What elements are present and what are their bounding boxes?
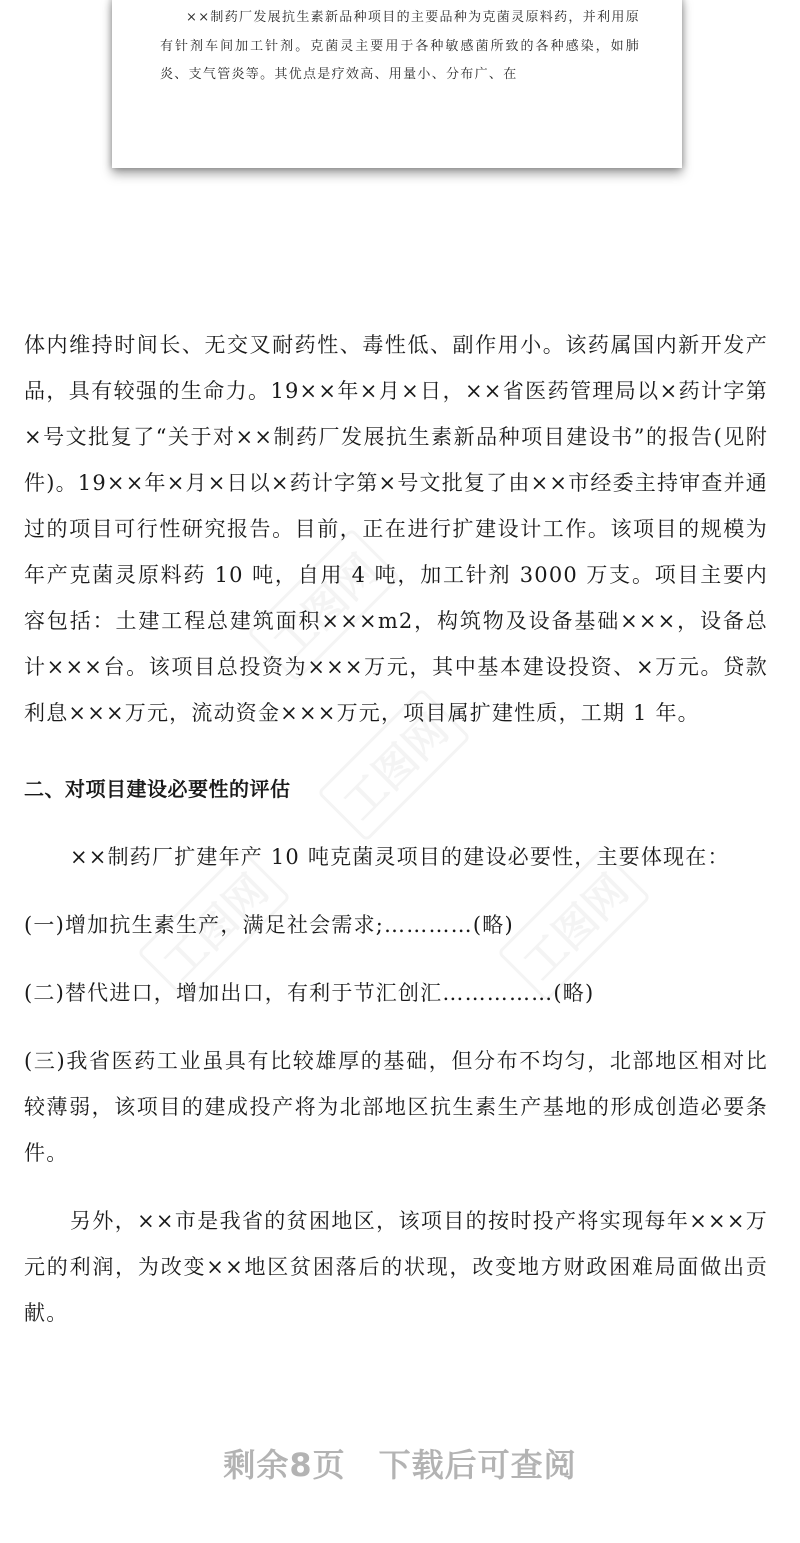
preview-text-block — [160, 4, 640, 90]
preview-page-card — [112, 0, 682, 168]
paragraph-project-overview: 体内维持时间长、无交叉耐药性、毒性低、副作用小。该药属国内新开发产品，具有较强的生命力。19××年×月×日，××省医药管理局以×药计字第×号文批复了“关于对××制药厂发展抗生素新品种项目建设书”的报告(见附件)。19××年×月×日以×药计字第×号文批复了由××市经委主持审查并通过的项目可行性研究报告。目前，正在进行扩建设计工作。该项目的规模为年产克菌灵原料药 10 吨，自用 4 吨，加工针剂 3000 万支。项目主要内容包括：土建工程总建筑面积×××m2，构筑物及设备基础×××，设备总计×××台。该项目总投资为×××万元，其中基本建设投资、×万元。贷款利息×××万元，流动资金×××万元，项目属扩建性质，工期 1 年。 — [24, 333, 768, 725]
paragraph-additional: 另外，××市是我省的贫困地区，该项目的按时投产将实现每年×××万元的利润，为改变××地区贫困落后的状现，改变地方财政困难局面做出贡献。 — [24, 1209, 768, 1325]
preview-paragraph: ××制药厂发展抗生素新品种项目的主要品种为克菌灵原料药，并利用原有针剂车间加工针剂。克菌灵主要用于各种敏感菌所致的各种感染，如肺炎、支气管炎等。其优点是疗效高、用量小、分布广、在 — [160, 10, 640, 82]
list-item-3: (三)我省医药工业虽具有比较雄厚的基础，但分布不均匀，北部地区相对比较薄弱，该项目的建成投产将为北部地区抗生素生产基地的形成创造必要条件。 — [24, 1049, 768, 1165]
list-item-1: (一)增加抗生素生产，满足社会需求;…………(略) — [24, 913, 514, 937]
section-heading: 二、对项目建设必要性的评估 — [24, 777, 291, 801]
list-item-2: (二)替代进口，增加出口，有利于节汇创汇……………(略) — [24, 981, 595, 1005]
remaining-pages-download-prompt[interactable]: 剩余8页 下载后可查阅 — [223, 1446, 577, 1484]
paragraph-necessity-intro: ××制药厂扩建年产 10 吨克菌灵项目的建设必要性，主要体现在： — [70, 845, 730, 869]
document-body — [24, 322, 768, 1336]
